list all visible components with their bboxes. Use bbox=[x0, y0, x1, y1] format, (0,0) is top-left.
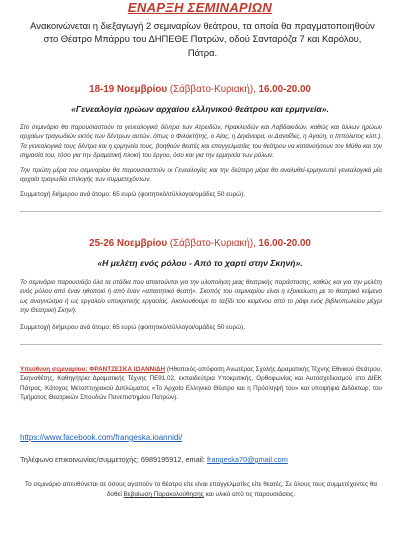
seminar2-fee: Συμμετοχή διήμερου ανά άτομο: 65 ευρώ (φοιτητικό/σύλλογοι/ομάδες 50 ευρώ). bbox=[20, 324, 246, 331]
seminar1-days: (Σάββατο-Κυριακή), bbox=[167, 84, 259, 95]
page-title: ΕΝΑΡΞΗ ΣΕΜΙΝΑΡΙΩΝ bbox=[127, 0, 273, 15]
instructor-bio bbox=[20, 365, 382, 403]
seminar1-fee: Συμμετοχή διήμερου ανά άτομο: 65 ευρώ (φοιτητικό/σύλλογοι/ομάδες 50 ευρώ). bbox=[20, 191, 246, 198]
seminar2-days: (Σάββατο-Κυριακή), bbox=[167, 238, 259, 249]
seminar1-hours: 16.00-20.00 bbox=[258, 84, 311, 95]
seminar2-title: «Η μελέτη ενός ρόλου - Από το χαρτί στην Σκηνή». bbox=[97, 258, 303, 268]
seminar1-detail: Την πρώτη μέρα του σεμιναρίου θα παρουσιαστούν οι Γενεαλογίες και την δεύτερη μέρα θα αναλυθεί-ερμηνευτεί γενεαλογικά μία αρχαία τραγωδία επιλογής των συμμετεχόντων. bbox=[20, 167, 382, 184]
section-divider bbox=[20, 211, 382, 212]
certificate-text: Βεβαίωση Παρακολούθησης bbox=[123, 491, 204, 498]
closing-text-1: Το σεμινάριο απευθύνεται σε όσους αγαπούν το θέατρο είτε είναι επαγγελματίες είτε θεατές. Σε όλους τους συμμετέχοντες θα δοθεί bbox=[24, 481, 378, 498]
closing-paragraph bbox=[20, 480, 382, 500]
seminar1-title: «Γενεαλογία ηρώων αρχαίου ελληνικού θεάτρου και ερμηνεία». bbox=[71, 104, 329, 114]
seminar2-heading bbox=[0, 238, 400, 249]
contact-line bbox=[20, 455, 288, 464]
facebook-link[interactable]: https://www.facebook.com/frangeska.ioannidi/ bbox=[20, 433, 183, 442]
seminar1-description: Στο σεμινάριο θα παρουσιαστούν τα γενεαλογικά δέντρα των Ατρειδών, Ηρακλειδών και Λαβδακιδών, καθώς και άλλων ηρώων αρχαίων τραγωδιών εκτός των δέντρων αυτών, όπως ο Φιλοκτήτης, ο Αίας, η Δηιάνειρα, οι Δαναΐδες, η Αγαύη, ο Ιππόλυτος κλπ.). Τα γενεαλογικά τους δέντρα και η ερμηνεία τους, βοηθούν θεατές και επαγγελματίες του θεάτρου να κατανοήσουν τον Μύθο και την σημασία του, τόσο για την δραματική πλοκή του έργου, όσο και για την ερμηνεία των ρόλων. bbox=[20, 124, 382, 160]
section-divider bbox=[20, 344, 382, 345]
closing-text-2: και υλικό από τις παρουσιάσεις. bbox=[203, 491, 296, 498]
seminar1-dates: 18-19 Νοεμβρίου bbox=[89, 84, 168, 95]
seminar2-hours: 16.00-20.00 bbox=[258, 238, 311, 249]
email-link[interactable]: frangeska70@gmail.com bbox=[206, 455, 288, 464]
instructor-bio-text: (Ηθοποιός-απόφοιτη Ανωτέρας Σχολής Δραματικής Τέχνης Εθνικού Θεάτρου, Σκηνοθέτης, Καθηγήτρια Δραματικής Τέχνης ΠΕ91.02, εκπαιδεύτρια Υποκριτικής, Ορθοφωνίας και Αυτοσχεδιασμού στο ΔΙΕΚ Πάτρας. Κάτοχος Μεταπτυχιακού Διπλώματος «Το Αρχαίο Ελληνικό Θέατρο και η Πρόσληψή του» και υποψήφια Διδάκτωρ, του Τμήματος Θεατρικών Σπουδών Πανεπιστημίου Πατρών). bbox=[20, 366, 382, 402]
seminar1-heading bbox=[0, 84, 400, 95]
contact-phone: Τηλέφωνο επικοινωνίας/συμμετοχής: 6989195912, email: bbox=[20, 455, 207, 464]
instructor-label: Υπεύθυνη σεμιναρίου: ΦΡΑΝΤΖΕΣΚΑ ΙΩΑΝΝΙΔΗ bbox=[20, 366, 166, 373]
intro-paragraph: Ανακοινώνεται η διεξαγωγή 2 σεμιναρίων θεάτρου, τα οποία θα πραγματοποιηθούν στο Θέατρο Μπάρρυ του ΔΗΠΕΘΕ Πατρών, οδού Σανταρόζα 7 και Καρόλου, Πάτρα. bbox=[30, 20, 375, 58]
seminar2-description: Το σεμινάριο παρουσιάζει όλα τα στάδια που απαιτούνται για την υλοποίηση μιας θεατρικής παράστασης, καθώς και για την μελέτη ενός ρόλου από έναν ηθοποιό ή από έναν «απαιτητικό θεατή». Σκοπός του σεμιναρίου είναι η εξοικείωση με το θεατρικό κείμενο ως αναγνώσμα ή ως εργαλείο υποκριτικής εργασίας. Ακολουθούμε το ταξίδι του κειμένου από το ράφι ενός βιβλιοπωλείου μέχρι την Θεατρική Σκηνή. bbox=[20, 279, 382, 315]
seminar2-dates: 25-26 Νοεμβρίου bbox=[89, 238, 168, 249]
